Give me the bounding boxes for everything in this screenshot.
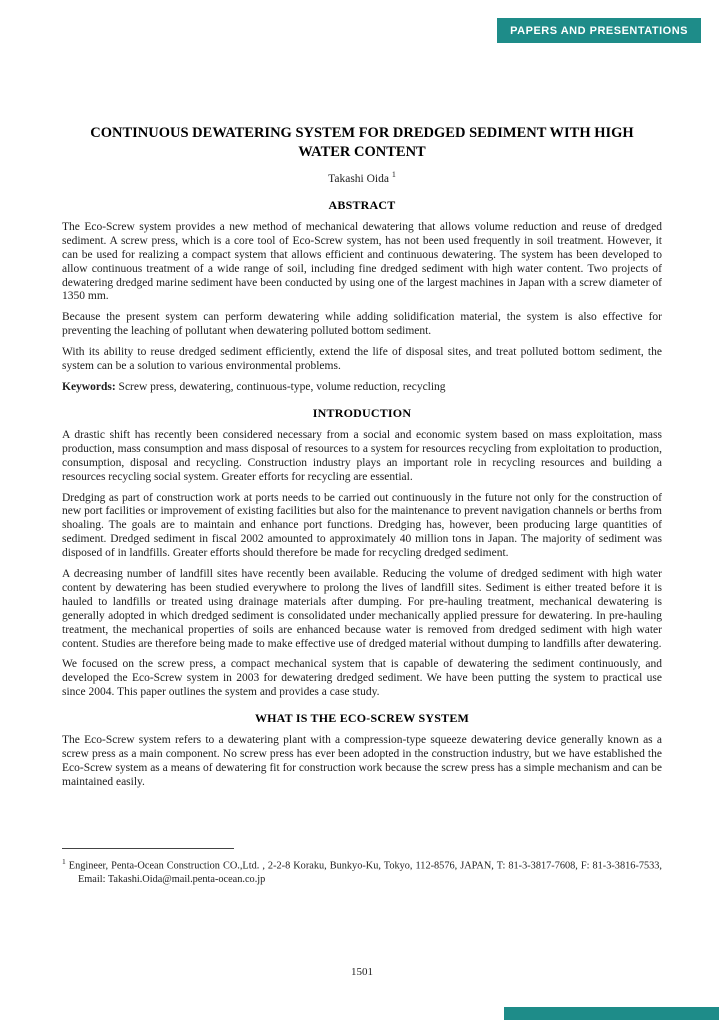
- keywords-line: [62, 381, 662, 395]
- footnote-text: Engineer, Penta-Ocean Construction CO.,Ltd. , 2-2-8 Koraku, Bunkyo-Ku, Tokyo, 112-8576, JAPAN, T: 81-3-3817-7608, F: 81-3-3816-7533, Email: Takashi.Oida@mail.penta-ocean.co.jp: [68, 860, 662, 885]
- abstract-paragraph-3: With its ability to reuse dredged sediment efficiently, extend the life of disposal sites, and treat polluted bottom sediment, the system can be a solution to various environmental problems.: [62, 346, 662, 373]
- paper-content: [62, 124, 662, 797]
- introduction-paragraph-3: A decreasing number of landfill sites have recently been available. Reducing the volume of dredged sediment with high water content by dewatering has been studied everywhere to prolong the lives of landfill sites. Sediment is either treated before it is hauled to landfills or treated using drainage materials after dumping. For pre-hauling treatment, mechanical dewatering is generally adopted in which dredged sediment is consolidated under mechanically applied pressure for dewatering. In pre-hauling treatment, the mechanical properties of soils are enhanced because water is removed from dredged sediment with high water content. Studies are therefore being made to make effective use of dredged material without dumping to landfills after dewatering.: [62, 568, 662, 650]
- author-name: Takashi Oida: [328, 172, 389, 185]
- introduction-paragraph-2: Dredging as part of construction work at ports needs to be carried out continuously in the future not only for the construction of new port facilities or improvement of existing facilities but also for the maintenance to prevent navigation channels or berths from shoaling. The goals are to maintain and enhance port functions. Dredging has, however, been producing large quantities of sediment. Dredged sediment in fiscal 2002 amounted to approximately 40 million tons in Japan. The majority of sediment was disposed of in landfills. Greater efforts should therefore be made for recycling dredged sediment.: [62, 491, 662, 560]
- eco-screw-paragraph-1: The Eco-Screw system refers to a dewatering plant with a compression-type squeeze dewatering device generally known as a screw press as a main component. No screw press has ever been adopted in the construction industry, but we have established the Eco-Screw system as a means of dewatering fit for construction work because the screw press has a simple mechanism and can be maintained easily.: [62, 734, 662, 788]
- abstract-paragraph-1: The Eco-Screw system provides a new method of mechanical dewatering that allows volume reduction and reuse of dredged sediment. A screw press, which is a core tool of Eco-Screw system, has not been used frequently in soil treatment. However, it can be used for realizing a compact system that allows efficient and continuous dewatering. The system has been developed to allow continuous treatment of a wide range of soil, including fine dredged sediment with high water content. Two projects of dewatering dredged marine sediment have been conducted by using one of the largest machines in Japan with a screw diameter of 1350 mm.: [62, 220, 662, 303]
- papers-presentations-badge: PAPERS AND PRESENTATIONS: [497, 18, 701, 43]
- footer-accent-bar: [504, 1007, 719, 1020]
- author-line: [62, 170, 662, 185]
- page-number: 1501: [351, 966, 373, 978]
- keywords-text: Screw press, dewatering, continuous-type, volume reduction, recycling: [115, 380, 446, 393]
- footnote-area: [62, 848, 662, 886]
- abstract-heading: ABSTRACT: [328, 197, 396, 212]
- eco-screw-heading: WHAT IS THE ECO-SCREW SYSTEM: [254, 711, 470, 726]
- footnote-ref: 1: [62, 857, 66, 866]
- footnote-separator: [62, 848, 234, 849]
- footnote-text-line: [62, 855, 662, 886]
- keywords-label: Keywords:: [62, 380, 116, 393]
- paper-title: CONTINUOUS DEWATERING SYSTEM FOR DREDGED SEDIMENT WITH HIGH WATER CONTENT: [90, 125, 634, 160]
- author-footnote-ref: 1: [391, 170, 396, 180]
- introduction-paragraph-1: A drastic shift has recently been considered necessary from a social and economic system based on mass exploitation, mass production, mass consumption and mass disposal of resources to a system for resources recycling from exploitation to production, consumption, disposal and recycling. Construction industry plays an important role in recycling resources and building a resources recycling social system. Greater efforts for recycling are essential.: [62, 428, 662, 483]
- introduction-heading: INTRODUCTION: [312, 405, 412, 420]
- abstract-paragraph-2: Because the present system can perform dewatering while adding solidification material, the system is also effective for preventing the leaching of pollutant when dewatering polluted bottom sediment.: [62, 311, 662, 338]
- introduction-paragraph-4: We focused on the screw press, a compact mechanical system that is capable of dewatering the sediment continuously, and developed the Eco-Screw system in 2003 for dewatering dredged sediment. We have been putting the system to practical use since 2004. This paper outlines the system and provides a case study.: [62, 658, 662, 699]
